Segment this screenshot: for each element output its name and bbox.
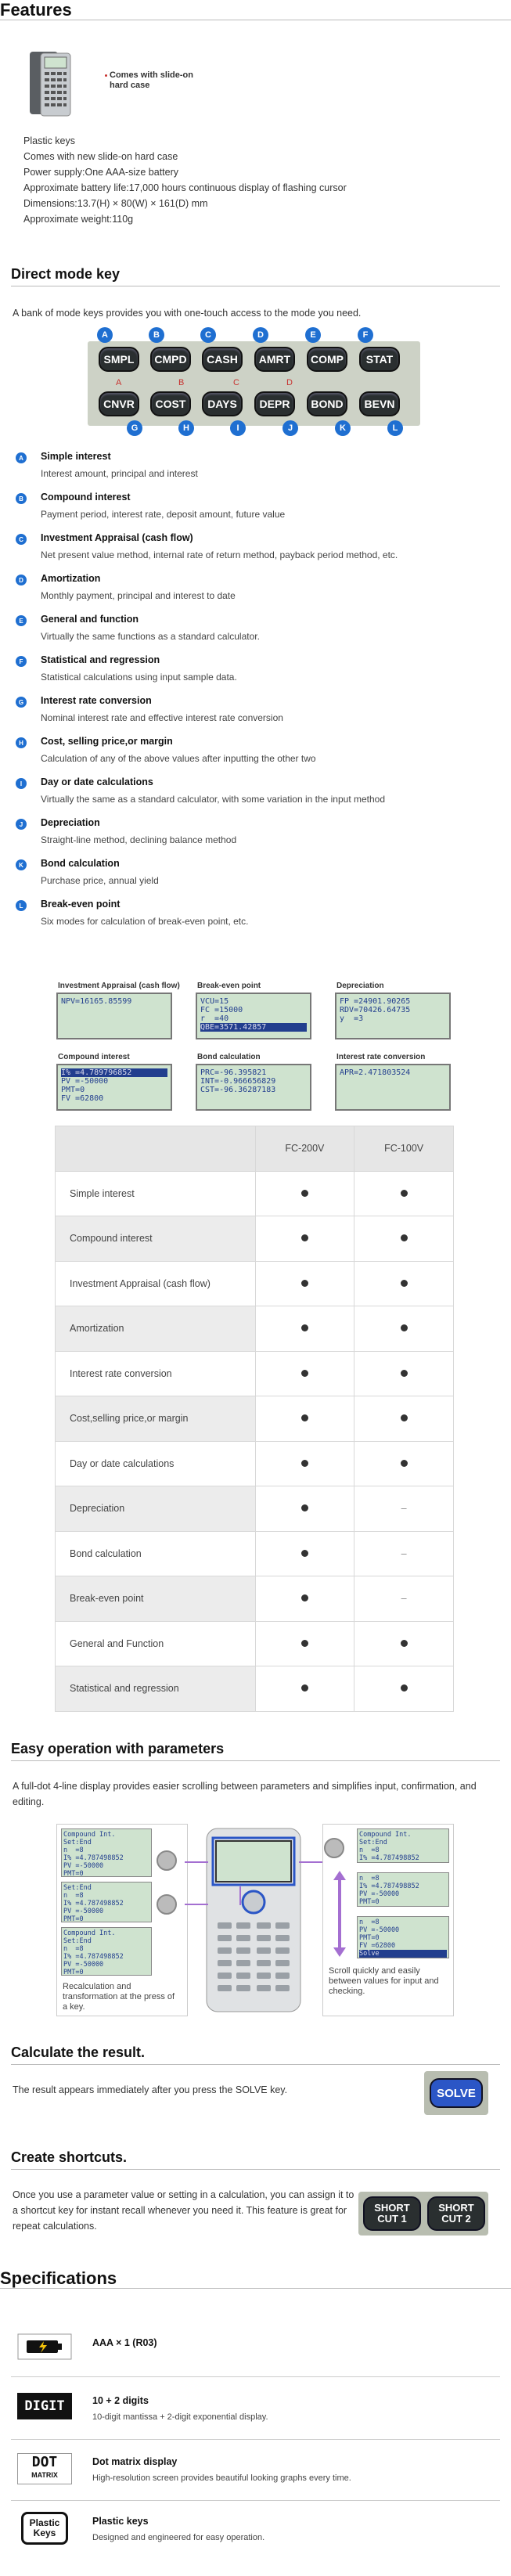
shortcuts-title: Create shortcuts. [11, 2149, 500, 2170]
key-cost[interactable]: COST [150, 391, 191, 416]
feature-item: Approximate weight:110g [23, 214, 134, 225]
available-dot [301, 1414, 308, 1421]
mode-desc: Straight-line method, declining balance method [41, 834, 237, 845]
calculator-with-case-image [28, 49, 72, 113]
available-dot [301, 1370, 308, 1377]
available-dot [301, 1460, 308, 1467]
scroll-arrow-line [338, 1880, 341, 1947]
red-label-b: B [178, 378, 185, 387]
spec-divider [11, 2376, 500, 2377]
key-cash[interactable]: CASH [202, 347, 243, 372]
available-dot [301, 1594, 308, 1601]
mode-title: Amortization [41, 573, 101, 584]
mode-badge: F [16, 656, 27, 667]
mode-title: Cost, selling price,or margin [41, 736, 173, 747]
badge-j: J [282, 420, 298, 436]
badge-a: A [97, 327, 113, 343]
screen-right-1: Compound Int. Set:End n =8 I% =4.787498852 [357, 1828, 449, 1863]
available-dot [301, 1684, 308, 1692]
available-dot [301, 1550, 308, 1557]
screen-label: Break-even point [197, 982, 261, 990]
mode-title: Day or date calculations [41, 776, 153, 787]
badge-k: K [335, 420, 351, 436]
features-title: Features [0, 0, 511, 20]
calculate-title: Calculate the result. [11, 2045, 500, 2065]
mode-desc: Calculation of any of the above values after inputting the other two [41, 753, 316, 764]
key-smpl[interactable]: SMPL [99, 347, 139, 372]
badge-i: I [230, 420, 246, 436]
solve-key-frame [424, 2071, 488, 2115]
mode-desc: Statistical calculations using input sample data. [41, 672, 237, 683]
mode-title: Simple interest [41, 451, 111, 462]
mode-badge: K [16, 859, 27, 870]
lcd-screen-cnvr: APR=2.471803524 [335, 1064, 451, 1111]
feature-item: Comes with new slide-on hard case [23, 151, 178, 162]
shortcut-2-key[interactable]: SHORT CUT 2 [427, 2196, 485, 2231]
badge-e: E [305, 327, 321, 343]
table-row: Interest rate conversion [56, 1351, 454, 1396]
table-row: Cost,selling price,or margin [56, 1396, 454, 1442]
specifications-title: Specifications [0, 2268, 511, 2289]
screen-left-1: Compound Int. Set:End n =8 I% =4.787498852 PV =-50000 PMT=0 [61, 1828, 152, 1877]
connector-line [185, 1904, 208, 1905]
lcd-screen-bond: PRC=-96.395821 INT=-0.966656829 CST=-96.36287183 [196, 1064, 311, 1111]
digit-icon: DIGIT [14, 2389, 75, 2423]
available-dot [401, 1370, 408, 1377]
screen-label: Interest rate conversion [336, 1053, 426, 1061]
feature-item: Power supply:One AAA-size battery [23, 167, 179, 178]
model-comparison-table [55, 1126, 454, 1712]
calculator-center-image [202, 1824, 305, 2016]
table-row: Bond calculation – [56, 1531, 454, 1576]
badge-b: B [149, 327, 164, 343]
spec-divider [11, 2500, 500, 2501]
table-header-fc200v: FC-200V [255, 1126, 354, 1172]
mode-title: Interest rate conversion [41, 695, 152, 706]
features-list [23, 133, 493, 227]
mode-title: Statistical and regression [41, 654, 160, 665]
screen-label: Depreciation [336, 982, 384, 990]
available-dot [301, 1190, 308, 1197]
table-row: Investment Appraisal (cash flow) [56, 1261, 454, 1306]
table-row: Amortization [56, 1306, 454, 1352]
table-row: General and Function [56, 1621, 454, 1666]
mode-desc: Virtually the same as a standard calculator, with some variation in the input method [41, 794, 386, 805]
battery-icon [14, 2329, 75, 2364]
mode-badge: J [16, 819, 27, 830]
lcd-screen-bevn: VCU=15 FC =15000 r =40 QBE=3571.42857 [196, 993, 311, 1039]
badge-d: D [253, 327, 268, 343]
calculate-text: The result appears immediately after you press the SOLVE key. [13, 2084, 288, 2095]
spec-title: Dot matrix display [92, 2456, 178, 2467]
available-dot [401, 1414, 408, 1421]
spec-desc: 10-digit mantissa + 2-digit exponential display. [92, 2412, 268, 2422]
key-dial-icon [157, 1850, 177, 1871]
screen-label: Bond calculation [197, 1053, 261, 1061]
table-header-fc100v: FC-100V [354, 1126, 454, 1172]
table-row: Simple interest [56, 1171, 454, 1216]
badge-l: L [387, 420, 403, 436]
mode-title: Bond calculation [41, 858, 120, 869]
mode-list [11, 448, 504, 964]
shortcuts-text: Once you use a parameter value or setting in a calculation, you can assign it to a shortcut key for instant recall whenever you need it. This feature is great for repeat calculations. [13, 2189, 354, 2232]
mode-badge: C [16, 534, 27, 545]
table-row: Day or date calculations [56, 1441, 454, 1486]
mode-desc: Purchase price, annual yield [41, 875, 159, 886]
screen-left-3: Compound Int. Set:End n =8 I% =4.787498852 PV =-50000 PMT=0 [61, 1927, 152, 1976]
screen-label: Compound interest [58, 1053, 130, 1061]
key-days[interactable]: DAYS [202, 391, 243, 416]
key-dial-icon [324, 1838, 344, 1858]
red-label-d: D [286, 378, 293, 387]
connector-line [185, 1861, 208, 1863]
available-dot [301, 1504, 308, 1511]
unavailable-dash: – [401, 1503, 407, 1515]
spec-title: AAA × 1 (R03) [92, 2337, 157, 2348]
spec-title: 10 + 2 digits [92, 2395, 149, 2406]
feature-item: Dimensions:13.7(H) × 80(W) × 161(D) mm [23, 198, 208, 209]
screen-right-3: n =8 PV =-50000 PMT=0 FV =62800 Solve [357, 1916, 449, 1958]
spec-title: Plastic keys [92, 2516, 149, 2527]
key-stat[interactable]: STAT [359, 347, 400, 372]
mode-desc: Six modes for calculation of break-even point, etc. [41, 916, 249, 927]
unavailable-dash: – [401, 1593, 407, 1605]
key-cmpd[interactable]: CMPD [150, 347, 191, 372]
connector-line [239, 1886, 241, 1905]
shortcut-1-key[interactable]: SHORT CUT 1 [363, 2196, 421, 2231]
key-comp[interactable]: COMP [307, 347, 347, 372]
mode-title: Depreciation [41, 817, 100, 828]
feature-item: Approximate battery life:17,000 hours continuous display of flashing cursor [23, 182, 347, 193]
red-label-c: C [233, 378, 239, 387]
lcd-screen-cash: NPV=16165.85599 [56, 993, 172, 1039]
available-dot [401, 1190, 408, 1197]
right-caption: Scroll quickly and easily between values for input and checking. [329, 1966, 439, 1996]
screen-label: Investment Appraisal (cash flow) [58, 982, 180, 990]
dot-matrix-icon: DOT MATRIX [14, 2452, 75, 2486]
mode-title: Compound interest [41, 492, 131, 503]
mode-desc: Interest amount, principal and interest [41, 468, 198, 479]
feature-item: Plastic keys [23, 135, 75, 146]
connector-line [299, 1861, 324, 1863]
easy-op-title: Easy operation with parameters [11, 1741, 500, 1761]
key-dial-icon [157, 1894, 177, 1915]
spec-desc: Designed and engineered for easy operation. [92, 2533, 265, 2542]
mode-desc: Net present value method, internal rate of return method, payback period method, etc. [41, 549, 398, 560]
available-dot [401, 1460, 408, 1467]
mode-badge: L [16, 900, 27, 911]
down-arrow-icon [333, 1947, 346, 1957]
mode-badge: E [16, 615, 27, 626]
available-dot [401, 1684, 408, 1692]
left-caption: Recalculation and transformation at the press of a key. [63, 1982, 175, 2012]
easy-op-intro: A full-dot 4-line display provides easier scrolling between parameters and simplifies input, confirmation, and editing. [13, 1781, 477, 1807]
mode-badge: I [16, 778, 27, 789]
available-dot [401, 1640, 408, 1647]
mode-badge: H [16, 737, 27, 748]
table-row: Compound interest [56, 1216, 454, 1262]
spec-desc: High-resolution screen provides beautiful looking graphs every time. [92, 2473, 351, 2483]
table-row: Depreciation – [56, 1486, 454, 1532]
mode-desc: Virtually the same functions as a standard calculator. [41, 631, 260, 642]
mode-badge: D [16, 575, 27, 585]
plastic-keys-icon: Plastic Keys [14, 2511, 75, 2545]
table-row: Statistical and regression [56, 1666, 454, 1712]
mode-badge: G [16, 697, 27, 708]
screen-right-2: n =8 I% =4.787498852 PV =-50000 PMT=0 [357, 1872, 449, 1907]
badge-c: C [200, 327, 216, 343]
up-arrow-icon [333, 1871, 346, 1880]
lcd-screen-cmpd: I% =4.789796852 PV =-50000 PMT=0 FV =62800 [56, 1064, 172, 1111]
unavailable-dash: – [401, 1547, 407, 1559]
available-dot [401, 1324, 408, 1331]
key-amrt[interactable]: AMRT [254, 347, 295, 372]
red-dot-marker [105, 74, 107, 77]
solve-key[interactable]: SOLVE [430, 2078, 483, 2108]
mode-desc: Nominal interest rate and effective interest rate conversion [41, 712, 283, 723]
badge-h: H [178, 420, 194, 436]
red-label-a: A [116, 378, 122, 387]
available-dot [301, 1234, 308, 1241]
available-dot [301, 1324, 308, 1331]
mode-desc: Payment period, interest rate, deposit amount, future value [41, 509, 286, 520]
case-note: Comes with slide-on hard case [110, 70, 193, 90]
table-header-blank [56, 1126, 256, 1172]
key-bond[interactable]: BOND [307, 391, 347, 416]
mode-title: Break-even point [41, 899, 121, 910]
mode-badge: A [16, 452, 27, 463]
screen-left-2: Set:End n =8 I% =4.787498852 PV =-50000 PMT=0 [61, 1882, 152, 1922]
mode-desc: Monthly payment, principal and interest to date [41, 590, 236, 601]
badge-f: F [358, 327, 373, 343]
available-dot [401, 1280, 408, 1287]
direct-mode-title: Direct mode key [11, 266, 500, 286]
key-depr[interactable]: DEPR [254, 391, 295, 416]
available-dot [301, 1280, 308, 1287]
mode-title: General and function [41, 614, 139, 625]
key-cnvr[interactable]: CNVR [99, 391, 139, 416]
available-dot [301, 1640, 308, 1647]
available-dot [401, 1234, 408, 1241]
lcd-screen-depr: FP =24901.90265 RDV=70426.64735 y =3 [335, 993, 451, 1039]
key-bevn[interactable]: BEVN [359, 391, 400, 416]
mode-badge: B [16, 493, 27, 504]
spec-divider [11, 2439, 500, 2440]
direct-mode-intro: A bank of mode keys provides you with one-touch access to the mode you need. [13, 308, 362, 319]
badge-g: G [127, 420, 142, 436]
table-row: Break-even point – [56, 1576, 454, 1622]
mode-title: Investment Appraisal (cash flow) [41, 532, 193, 543]
